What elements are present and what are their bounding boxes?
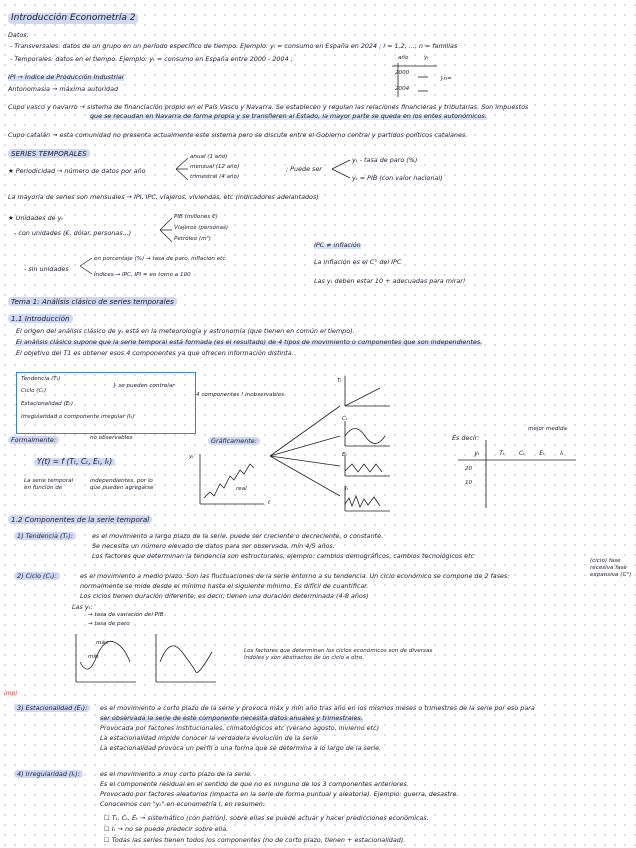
intro-heading: 1.1 Introducción — [8, 314, 73, 323]
datos-table-row1: 2000 — [395, 70, 410, 76]
resumen-1: ☐ Tₜ, Cₜ, Eₜ → sistemático (con patrón), sobre ellas se puede actuar y hacer predicciones económicas. — [104, 814, 429, 822]
diagram-et: Eₜ — [342, 452, 348, 458]
sin-unidades-arrows — [80, 256, 94, 276]
yt-tasa-paro: yₜ - tasa de paro (%) — [352, 156, 418, 164]
cupo-vasco-2: que se recaudan en Navarra de forma propia y se transfieren al Estado, la mayor parte se queda en los entes autonómicos. — [90, 112, 487, 120]
ciclo-1: es el movimiento a medio plazo. Son las fluctuaciones de la serie entorno a su tendencia. Un ciclo económico se compone de 2 fases: — [80, 572, 510, 580]
periodicidad: ★ Periodicidad → número de datos por año — [8, 167, 146, 175]
irregularidad-4: Conocemos con "yₜ" en econometría I, en resumen: — [100, 800, 265, 808]
periodicidad-arrows — [176, 156, 190, 182]
estacionalidad-2: ser observada la serie de este componente necesita datos anuales y trimestrales. — [100, 714, 363, 722]
col-et: Eₜ — [539, 450, 545, 457]
datos-table-n: }n= — [440, 76, 452, 82]
ciclo-max: máx — [96, 640, 109, 646]
con-unidades: - con unidades (€, dólar, personas...) — [14, 229, 132, 237]
antonomasia-definition: Antonomasia → máxima autoridad — [8, 85, 119, 93]
estacionalidad-1: es el movimiento a corto plazo de la serie y provoca máx y mín año tras año en los mismos meses o trimestres de la serie por eso para — [100, 704, 535, 712]
ciclo-3: Los ciclos tienen duración diferente, es decir, tienen una duración determinada (4-8 años) — [80, 592, 369, 600]
cupo-vasco: Cupo vasco y navarro → sistema de financiación propio en el País Vasco y Navarra. Se establecen y regulan las relaciones financieras y tributarias. Son impuestos — [8, 103, 529, 111]
diagram-tt: Tₜ — [337, 378, 343, 384]
estacionalidad-3: Provocada por factores institucionales, climatológicos etc (verano agosto, invierno etc) — [100, 724, 380, 732]
yt-pib: yₜ = PIB (con valor nacional) — [352, 174, 443, 182]
irregularidad-3: Provocado por factores aleatorios (impacta en la serie de forma puntual y aleatoria). Ejemplo: guerra, desastre. — [100, 790, 459, 798]
sin-unidades-indices: Índices → IPC, IPI = en torno a 100 — [94, 272, 191, 278]
formalmente: Formalmente: — [8, 436, 59, 444]
series-mensuales: La mayoría de series son mensuales → IPI, IPC, viajeros, viviendas, etc (indicadores adelantados) — [8, 193, 319, 201]
componentes-inobservables: 4 componentes ! inobservables — [196, 392, 285, 398]
puede-ser: ; Puede ser — [286, 165, 322, 173]
puede-ser-arrows — [332, 158, 352, 180]
col-yt: yₜ — [474, 450, 480, 457]
unidad-pib: PIB (millones €) — [174, 214, 218, 220]
ciclo-min: mín — [88, 654, 99, 660]
tendencia-label: 1) Tendencia (Tₜ): — [14, 532, 76, 540]
graficamente: Gráficamente: — [208, 437, 260, 445]
unidad-viajeros: Viajeros (personas) — [174, 225, 229, 231]
datos-table-head-a: año — [398, 55, 409, 61]
resumen-3: ☐ Todas las series tienen todos los componentes (no de corto plazo, tienen + estacionalidad). — [104, 836, 406, 844]
unidades-arrows — [160, 216, 174, 244]
mejor-medida: mejor medida — [528, 426, 567, 432]
box-ciclo: Ciclo (Cₜ) — [21, 388, 47, 394]
intro-line3: El objetivo del T1 es obtener esos 4 componentes ya que ofrecen información distinta. — [16, 349, 294, 357]
ciclo-side-note: (ciclo) fase recesiva fase expansiva (C°) — [590, 558, 632, 578]
cupo-catalan: Cupo catalán → esta comunidad no presenta actualmente este sistema pero se discute entre el Gobierno central y partidos políticos catalanes. — [8, 131, 468, 139]
intro-line2: El análisis clásico supone que la serie temporal está formada (es el resultado) de 4 tipos de movimiento o componentes que son independientes. — [16, 338, 483, 346]
box-estacionalidad: Estacionalidad (Eₜ) — [21, 401, 74, 407]
irregularidad-1: es el movimiento a muy corto plazo de la serie. — [100, 770, 253, 778]
components-branch-diagram — [250, 376, 410, 516]
irregularidad-2: Es el componente residual en el sentido de que no es ninguno de los 3 componentes anteriores. — [100, 780, 409, 788]
sin-unidades: - sin unidades — [24, 265, 69, 273]
real-series-chart — [196, 452, 266, 510]
col-it: Iₜ — [560, 450, 564, 457]
diagram-ct: Cₜ — [342, 416, 348, 422]
irregularidad-label: 4) Irregularidad (Iₜ): — [14, 770, 83, 778]
componentes-heading: 1.2 Componentes de la serie temporal — [8, 515, 152, 524]
estacionalidad-label: 3) Estacionalidad (Eₜ): — [14, 704, 90, 712]
col-tt: Tₜ — [499, 450, 505, 457]
datos-transversales: - Transversales: datos de un grupo en un período específico de tiempo. Ejemplo: yᵢ = consumo en España en 2024 ; i = 1,2, ..., n = familias — [10, 42, 458, 50]
resumen-2: ☐ Iₜ → no se puede predecir sobre ella. — [104, 825, 229, 833]
box-irregularidad: Irregularidad o componente irregular (Iₜ) — [21, 414, 135, 420]
periodicidad-trimestral: trimestral (4 año) — [190, 174, 240, 180]
formula: Y(t) = f (Tₜ, Cₜ, Eₜ, Iₜ) — [34, 458, 115, 466]
unidades-heading: ★ Unidades de yₜ — [8, 214, 64, 222]
ciclo-label: 2) Ciclo (Cₜ): — [14, 572, 60, 580]
datos-table-head-b: yₜ — [424, 55, 429, 61]
table-row2: 10 — [465, 480, 473, 486]
page-title: Introducción Econometría 2 — [8, 13, 138, 24]
ciclo-tasa: → tasa de variación del PIB — [88, 612, 164, 618]
serie-en-funcion: La serie temporal en función de — [24, 478, 74, 491]
ciclo-4: Las yₜ: — [72, 603, 93, 611]
es-decir: Es decir: — [452, 434, 480, 442]
inflacion-definicion: La inflación es el C° del IPC — [314, 258, 402, 266]
table-row1: 20 — [465, 466, 473, 472]
ciclo-paro: → tasa de paro — [88, 621, 130, 627]
tendencia-2: Se necesita un número elevado de datos para ser observada, mín 4/5 años. — [92, 542, 335, 550]
no-observables: no observables — [90, 435, 133, 441]
tema1-heading: Tema 1: Análisis clásico de series temporales — [8, 297, 177, 306]
ciclo-factores: Los factores que determinan los ciclos económicos son de diversas índoles y son abstractos de un ciclo a otro. — [244, 648, 433, 661]
components-box — [16, 372, 196, 434]
diagram-it: Iₜ — [345, 486, 349, 492]
unidad-petroleo: Petróleo (m³) — [174, 236, 211, 242]
tendencia-3: Los factores que determinan la tendencia son estructurales, ejemplo: cambios demográficos, cambios tecnológicos etc — [92, 552, 475, 560]
tendencia-1: es el movimiento a largo plazo de la serie, puede ser creciente o decreciente, o constante. — [92, 532, 384, 540]
estacionalidad-4: La estacionalidad impide conocer la verdadera evolución de la serie — [100, 734, 318, 742]
col-ct: Cₜ — [519, 450, 525, 457]
components-table-header — [462, 450, 572, 457]
datos-table-row2: 2004 — [395, 86, 410, 92]
yt-adecuadas: Las yₜ deben estar 10 + adecuadas para mirar! — [314, 277, 466, 285]
intro-line1: El origen del análisis clásico de yₜ está en la meteorología y astronomía (que tienen en común el tiempo). — [16, 327, 355, 335]
datos-heading: Datos: — [8, 31, 29, 39]
box-tendencia: Tendencia (Tₜ) — [21, 376, 61, 382]
chart-yt-axis: yₜ — [189, 454, 194, 460]
ipi-definition: IPI → Índice de Producción Industrial — [8, 73, 124, 81]
series-heading: SERIES TEMPORALES — [8, 149, 90, 158]
chart-t-axis: t — [268, 500, 271, 506]
datos-temporales: - Temporales: datos en el tiempo. Ejemplo: yₜ = consumo en España entre 2000 - 2004 ; — [10, 55, 293, 63]
independientes: independientes, por lo que pueden agregarse — [90, 478, 154, 491]
estacionalidad-5: La estacionalidad provoca un perfil o una forma que se determina a lo largo de la serie. — [100, 744, 382, 752]
ipc-no-inflacion: IPC ≠ inflación — [314, 241, 361, 249]
box-controlar: } se pueden controlar — [113, 383, 175, 389]
periodicidad-anual: anual (1 año) — [190, 154, 228, 160]
chart-real: real — [236, 486, 247, 492]
estacionalidad-important-mark: imp! — [4, 690, 18, 697]
sin-unidades-porcentaje: en porcentaje (%) → tasa de paro, inflación etc — [94, 256, 226, 262]
ciclo-2: normalmente se mide desde el mínimo hasta el siguiente mínimo. Es difícil de cuantificar. — [80, 582, 369, 590]
periodicidad-mensual: mensual (12 año) — [190, 164, 240, 170]
